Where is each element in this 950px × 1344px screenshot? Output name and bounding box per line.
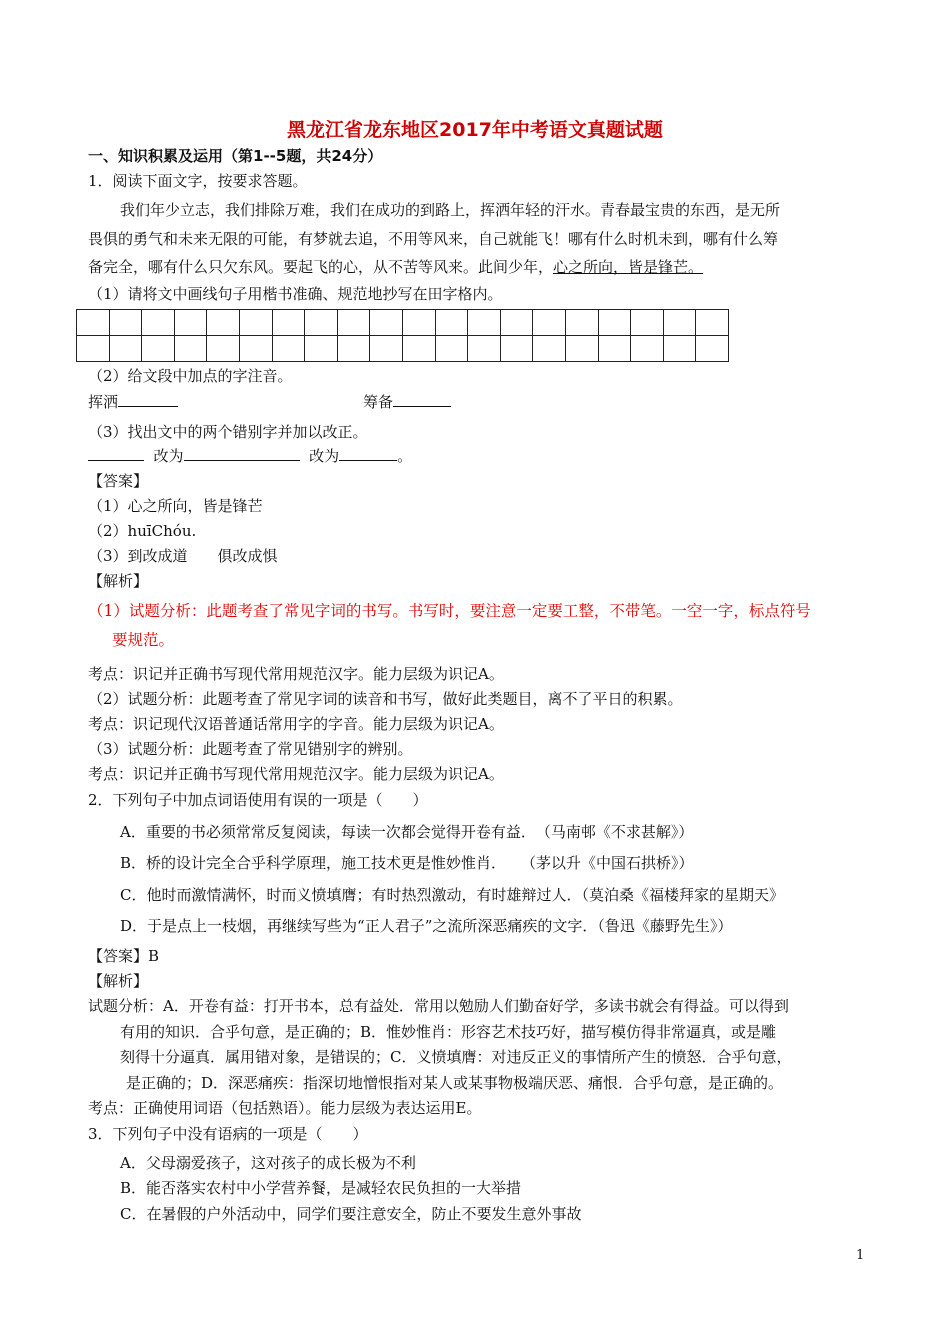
- grid-cell[interactable]: [305, 310, 338, 336]
- question-2-explanation-2: 有用的知识．合乎句意，是正确的；B．惟妙惟肖：形容艺术技巧好，描写模仿得非常逼真，或是雕: [120, 1023, 777, 1041]
- question-3-stem: 3．下列句子中没有语病的一项是（ ）: [88, 1125, 368, 1143]
- answer-1: （1）心之所向，皆是锋芒: [88, 497, 263, 515]
- grid-cell[interactable]: [174, 310, 207, 336]
- grid-cell[interactable]: [142, 310, 175, 336]
- question-2-explanation-1: 试题分析：A．开卷有益：打开书本，总有益处．常用以勉励人们勤奋好学，多读书就会有得益。可以得到: [88, 997, 789, 1015]
- question-2-analysis-label: 【解析】: [88, 972, 149, 990]
- analysis-3: （3）试题分析：此题考查了常见错别字的辨别。: [88, 740, 413, 758]
- passage-line-3-text: 备完全，哪有什么只欠东风。要起飞的心，从不苦等风来。此间少年，: [88, 258, 554, 276]
- change-label-2: 改为: [309, 447, 340, 465]
- passage-line-2: 畏俱的勇气和未来无限的可能，有梦就去追，不用等风来，自己就能飞！哪有什么时机未到，哪有什么筹: [88, 230, 779, 248]
- grid-cell[interactable]: [370, 336, 403, 362]
- grid-cell[interactable]: [500, 310, 533, 336]
- grid-cell[interactable]: [239, 336, 272, 362]
- answer-2: （2）huīChóu.: [88, 522, 197, 540]
- question-2-option-b: B．桥的设计完全合乎科学原理，施工技术更是惟妙惟肖． （茅以升《中国石拱桥》）: [120, 854, 694, 872]
- grid-cell[interactable]: [337, 336, 370, 362]
- grid-cell[interactable]: [77, 336, 110, 362]
- analysis-red-line-2: 要规范。: [112, 631, 175, 649]
- grid-cell[interactable]: [402, 336, 435, 362]
- key-point-2: 考点：识记现代汉语普通话常用字的字音。能力层级为识记A。: [88, 715, 504, 733]
- pinyin-blank-1[interactable]: [118, 392, 178, 407]
- grid-cell[interactable]: [663, 336, 696, 362]
- pinyin-item-2: [363, 392, 451, 412]
- question-2-answer: 【答案】B: [88, 947, 160, 965]
- analysis-red-line-1: （1）试题分析：此题考查了常见字词的书写。书写时，要注意一定要工整，不带笔。一空一字，标点符号: [88, 602, 811, 620]
- grid-cell[interactable]: [402, 310, 435, 336]
- question-2-explanation-3: 刻得十分逼真．属用错对象，是错误的；C．义愤填膺：对违反正义的事情所产生的愤怒．合乎句意，: [120, 1048, 792, 1066]
- pinyin-item-1: [88, 392, 178, 412]
- pinyin-blank-2[interactable]: [393, 392, 451, 407]
- question-3-option-c: C．在暑假的户外活动中，同学们要注意安全，防止不要发生意外事故: [120, 1205, 582, 1223]
- grid-cell[interactable]: [142, 336, 175, 362]
- tianzige-grid[interactable]: [76, 309, 729, 362]
- question-2-key-point: 考点：正确使用词语（包括熟语）。能力层级为表达运用E。: [88, 1099, 482, 1117]
- question-2-option-c: C．他时而激情满怀，时而义愤填膺；有时热烈激动，有时雄辩过人．（莫泊桑《福楼拜家的星期天》: [120, 886, 784, 904]
- page-number: 1: [856, 1248, 865, 1263]
- wrong-char-blank-1[interactable]: [88, 446, 144, 461]
- grid-cell[interactable]: [598, 336, 631, 362]
- underlined-sentence: 心之所向，皆是锋芒。: [553, 258, 704, 276]
- grid-cell[interactable]: [500, 336, 533, 362]
- grid-cell[interactable]: [305, 336, 338, 362]
- question-1-sub-1: （1）请将文中画线句子用楷书准确、规范地抄写在田字格内。: [88, 285, 503, 303]
- section-heading: 一、知识积累及运用（第1--5题，共24分）: [88, 147, 383, 165]
- question-2-explanation-4: 是正确的；D．深恶痛疾：指深切地憎恨指对某人或某事物极端厌恶、痛恨．合乎句意，是正确的。: [126, 1074, 784, 1092]
- question-3-option-b: B．能否落实农村中小学营养餐，是减轻农民负担的一大举措: [120, 1179, 522, 1197]
- grid-row: [77, 310, 729, 336]
- grid-cell[interactable]: [631, 336, 664, 362]
- question-2-option-a: A．重要的书必须常常反复阅读，每读一次都会觉得开卷有益． （马南邨《不求甚解》）: [120, 823, 694, 841]
- grid-cell[interactable]: [565, 336, 598, 362]
- key-point-3: 考点：识记并正确书写现代常用规范汉字。能力层级为识记A。: [88, 765, 504, 783]
- change-label-1: 改为: [153, 447, 184, 465]
- grid-cell[interactable]: [207, 310, 240, 336]
- passage-line-3: [88, 257, 703, 277]
- question-1-sub-3: （3）找出文中的两个错别字并加以改正。: [88, 423, 368, 441]
- grid-cell[interactable]: [468, 336, 501, 362]
- correct-char-blank-2[interactable]: [339, 446, 397, 461]
- question-2-stem: 2．下列句子中加点词语使用有误的一项是（ ）: [88, 791, 428, 809]
- grid-cell[interactable]: [533, 310, 566, 336]
- question-1-stem: 1．阅读下面文字，按要求答题。: [88, 172, 308, 190]
- correct-char-blank-1[interactable]: [184, 446, 300, 461]
- question-2-option-d: D．于是点上一枝烟，再继续写些为“正人君子”之流所深恶痛疾的文字．（鲁迅《藤野先生》）: [120, 917, 733, 935]
- grid-cell[interactable]: [109, 336, 142, 362]
- grid-cell[interactable]: [696, 310, 729, 336]
- grid-cell[interactable]: [533, 336, 566, 362]
- word-huisa: 挥洒: [88, 393, 119, 411]
- grid-cell[interactable]: [435, 310, 468, 336]
- grid-cell[interactable]: [631, 310, 664, 336]
- word-choubei: 筹备: [363, 393, 394, 411]
- grid-cell[interactable]: [696, 336, 729, 362]
- grid-cell[interactable]: [272, 310, 305, 336]
- question-1-sub-2: （2）给文段中加点的字注音。: [88, 367, 293, 385]
- grid-cell[interactable]: [370, 310, 403, 336]
- grid-cell[interactable]: [109, 310, 142, 336]
- grid-cell[interactable]: [207, 336, 240, 362]
- passage-line-1: 我们年少立志，我们排除万难，我们在成功的到路上，挥洒年轻的汗水。青春最宝贵的东西，是无所: [120, 201, 781, 219]
- grid-cell[interactable]: [77, 310, 110, 336]
- analysis-label: 【解析】: [88, 572, 149, 590]
- grid-row: [77, 336, 729, 362]
- grid-cell[interactable]: [663, 310, 696, 336]
- grid-cell[interactable]: [435, 336, 468, 362]
- document-title: 黑龙江省龙东地区2017年中考语文真题试题: [287, 119, 663, 141]
- grid-cell[interactable]: [239, 310, 272, 336]
- period: 。: [397, 447, 413, 465]
- question-3-option-a: A．父母溺爱孩子，这对孩子的成长极为不利: [120, 1154, 416, 1172]
- grid-cell[interactable]: [272, 336, 305, 362]
- grid-cell[interactable]: [337, 310, 370, 336]
- grid-cell[interactable]: [565, 310, 598, 336]
- key-point-1: 考点：识记并正确书写现代常用规范汉字。能力层级为识记A。: [88, 665, 504, 683]
- grid-cell[interactable]: [598, 310, 631, 336]
- grid-cell[interactable]: [174, 336, 207, 362]
- analysis-2: （2）试题分析：此题考查了常见字词的读音和书写，做好此类题目，离不了平日的积累。: [88, 690, 683, 708]
- grid-cell[interactable]: [468, 310, 501, 336]
- answer-label: 【答案】: [88, 472, 149, 490]
- correction-line: [88, 446, 412, 466]
- answer-3: （3）到改成道 俱改成惧: [88, 547, 278, 565]
